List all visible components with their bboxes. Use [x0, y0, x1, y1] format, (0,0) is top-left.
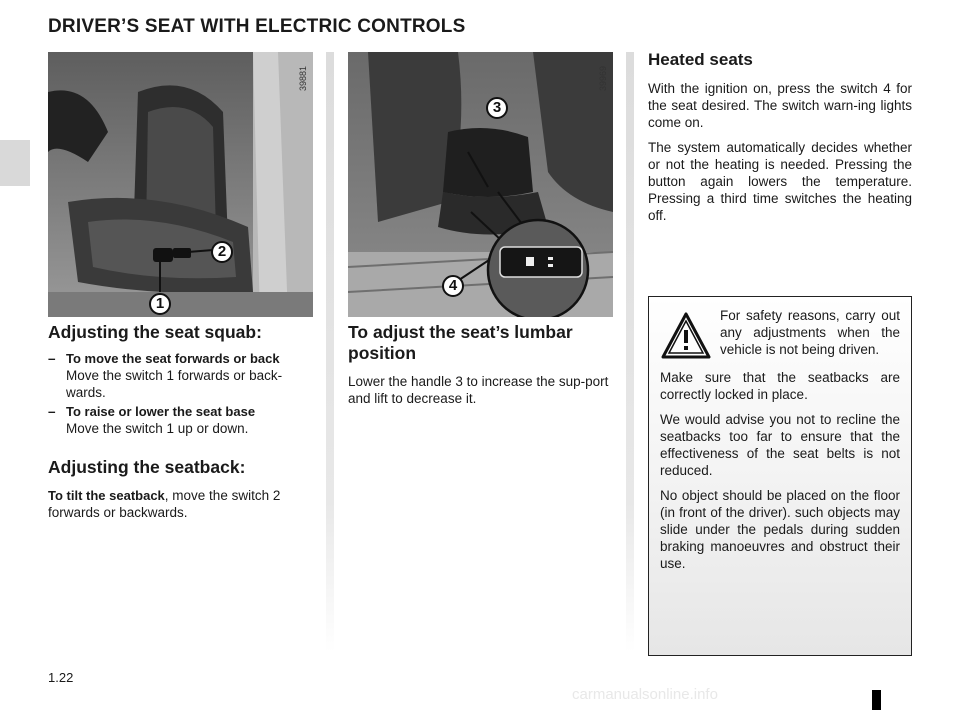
console-illustration [348, 52, 613, 317]
seatback-instruction: , move the switch 2 forwards or backwards. [48, 488, 281, 520]
page-number: 1.22 [48, 670, 74, 685]
list-item-label: To move the seat forwards or back [66, 351, 280, 366]
seatback-section [48, 457, 314, 521]
warning-paragraph: We would advise you not to recline the seatbacks too far to ensure that the effectiveness of the seat belts is not reduced. [660, 412, 900, 478]
callout-1: 1 [149, 293, 171, 315]
lumbar-section [348, 322, 614, 407]
seat-squab-list [48, 350, 314, 437]
seat-squab-heading: Adjusting the seat squab: [48, 322, 262, 342]
figure-reference: 39969 [598, 66, 608, 92]
callout-4: 4 [442, 275, 464, 297]
lumbar-heading: To adjust the seat’s lumbar position [348, 322, 573, 363]
list-item-text: Move the switch 1 up or down. [66, 421, 249, 436]
page-edge-marker [872, 690, 881, 710]
lumbar-heating-photo [348, 52, 613, 317]
warning-header [660, 307, 900, 361]
warning-paragraph: No object should be placed on the floor (in front of the driver). such objects may slide under the pedals during sudden braking manoeuvres and obstruct their use. [660, 488, 900, 571]
seatback-heading: Adjusting the seatback: [48, 457, 246, 477]
warning-triangle-icon [660, 311, 712, 361]
column-divider [326, 52, 334, 652]
heated-seats-paragraph: The system automatically decides whether or not the heating is needed. Pressing the button again lowers the temperature. Pressing a third time switches the heating off. [648, 140, 912, 223]
watermark: carmanualsonline.info [572, 686, 718, 703]
section-tab [0, 140, 30, 186]
callout-2: 2 [211, 241, 233, 263]
page-title: DRIVER’S SEAT WITH ELECTRIC CONTROLS [48, 16, 466, 37]
seat-squab-section [48, 322, 314, 439]
list-item-text: Move the switch 1 forwards or back-wards. [66, 368, 283, 400]
heated-seats-heading: Heated seats [648, 50, 753, 69]
figure-reference: 39881 [298, 66, 308, 92]
column-divider [626, 52, 634, 652]
warning-paragraph: Make sure that the seatbacks are correctly locked in place. [660, 370, 900, 402]
list-item [48, 350, 314, 401]
lumbar-text: Lower the handle 3 to increase the sup-port and lift to decrease it. [348, 374, 609, 406]
heated-seats-paragraph: With the ignition on, press the switch 4 for the seat desired. The switch warn-ing lights come on. [648, 81, 912, 130]
list-dash: – [48, 351, 56, 366]
seat-illustration [48, 52, 313, 317]
safety-warning-box [648, 296, 912, 656]
warning-paragraph: For safety reasons, carry out any adjustments when the vehicle is not being driven. [720, 308, 900, 357]
heated-seats-section [648, 50, 912, 232]
seat-controls-photo [48, 52, 313, 317]
list-dash: – [48, 404, 56, 419]
seatback-text [48, 487, 314, 521]
seatback-lead: To tilt the seatback [48, 488, 165, 503]
list-item [48, 403, 314, 437]
callout-3: 3 [486, 97, 508, 119]
list-item-label: To raise or lower the seat base [66, 404, 256, 419]
